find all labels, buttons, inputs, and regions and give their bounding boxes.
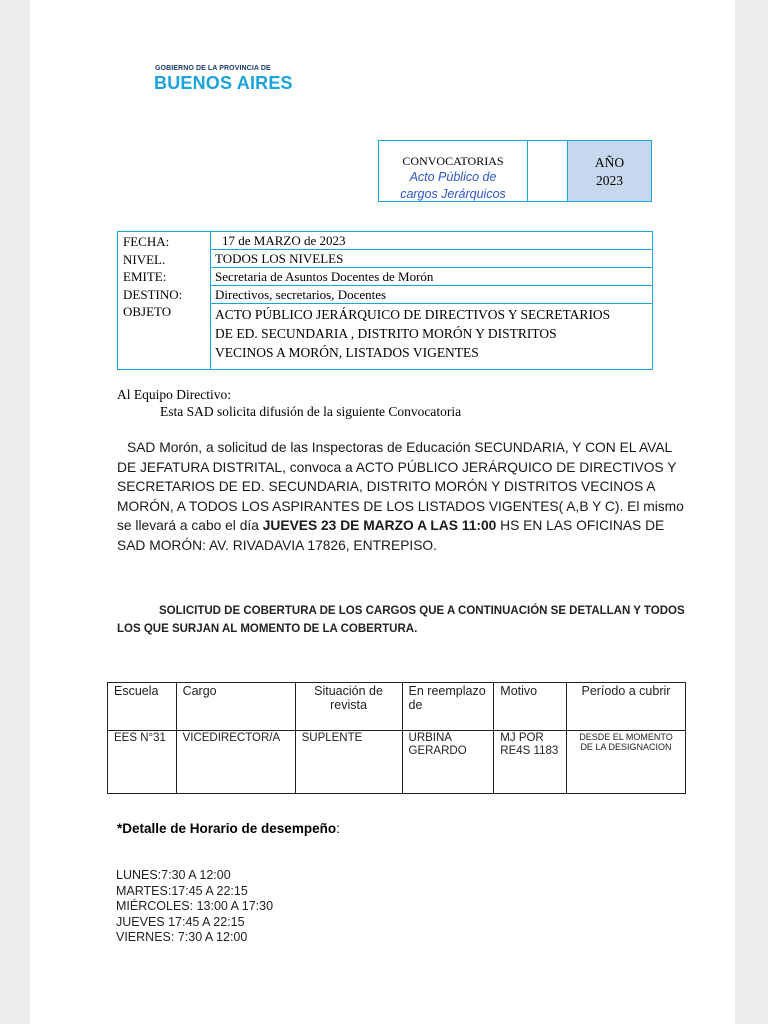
fecha-value: 17 de MARZO de 2023 [222,233,346,248]
schedule-item: VIERNES: 7:30 A 12:00 [116,930,248,944]
convocatoria-subtitle-2: cargos Jerárquicos [400,187,506,201]
request-heading: SOLICITUD DE COBERTURA DE LOS CARGOS QUE A CONTINUACIÓN SE DETALLAN Y TODOS LOS QUE SURJAN AL MOMENTO DE LA COBERTURA. [117,605,685,635]
year-cell [568,141,651,201]
info-divider [210,232,211,369]
header-reemplazo: En reemplazo de [402,683,494,731]
label-objeto: OBJETO [123,304,172,319]
greeting-line: Esta SAD solicita difusión de la siguiente Convocatoria [160,404,462,419]
cell-reemplazo: URBINA GERARDO [402,731,494,794]
objeto-value [215,305,645,362]
cell-periodo: DESDE EL MOMENTO DE LA DESIGNACION [566,731,685,794]
schedule-item: LUNES:7:30 A 12:00 [116,868,231,882]
header-motivo: Motivo [494,683,567,731]
header-cargo: Cargo [176,683,295,731]
document-page [30,0,735,1024]
year-value: 2023 [596,173,623,188]
label-nivel: NIVEL. [123,251,166,267]
info-row-divider [210,303,652,304]
logo-top-text: GOBIERNO DE LA PROVINCIA DE [155,65,271,72]
cell-motivo: MJ POR RE4S 1183 [494,731,567,794]
schedule-item: MIÉRCOLES: 13:00 A 17:30 [116,899,274,913]
info-box [117,231,653,370]
coverage-table [107,682,686,794]
schedule-title-colon: : [336,821,340,836]
header-situacion: Situación de revista [295,683,402,731]
label-fecha: FECHA: [123,234,170,249]
objeto-line: DE ED. SECUNDARIA , DISTRITO MORÓN Y DISTRITOS [215,326,557,341]
cell-situacion: SUPLENTE [295,731,402,794]
year-label: AÑO [594,155,625,170]
convocatoria-divider [527,141,528,201]
schedule-item: MARTES:17:45 A 22:15 [116,883,248,898]
header-periodo: Período a cubrir [566,683,685,731]
convocatoria-title: CONVOCATORIAS [402,154,504,168]
info-row-divider [210,249,652,250]
body-bold-date: JUEVES 23 DE MARZO A LAS 11:00 [262,518,497,533]
schedule-title-text: *Detalle de Horario de desempeño [117,821,337,836]
cell-cargo: VICEDIRECTOR/A [176,731,295,794]
schedule-list [116,868,273,946]
convocatoria-cell [379,141,527,201]
schedule-title [117,821,340,836]
header-escuela: Escuela [108,683,177,731]
destino-value: Directivos, secretarios, Docentes [215,287,387,302]
emite-value: Secretaria de Asuntos Docentes de Morón [215,269,434,284]
body-paragraph [117,438,687,555]
convocatoria-subtitle-1: Acto Público de [409,170,497,184]
logo-main-text: BUENOS AIRES [154,73,293,93]
table-header-row [108,683,686,731]
info-labels [123,233,182,321]
objeto-line: VECINOS A MORÓN, LISTADOS VIGENTES [215,345,479,360]
label-emite: EMITE: [123,269,167,284]
schedule-item: JUEVES 17:45 A 22:15 [116,914,245,929]
cell-escuela: EES N°31 [108,731,177,794]
table-row [108,731,686,794]
convocatoria-box [378,140,652,202]
objeto-line: ACTO PÚBLICO JERÁRQUICO DE DIRECTIVOS Y SECRETARIOS [215,307,611,322]
nivel-value: TODOS LOS NIVELES [215,251,344,266]
body-text: HS EN LAS OFICINAS DE SAD MORÓN: AV. RIVADAVIA 17826, ENTREPISO. [117,518,665,553]
greeting-line: Al Equipo Directivo: [117,387,231,402]
info-row-divider [210,285,652,286]
body-text: SAD Morón, a solicitud de las Inspectoras de Educación SECUNDARIA, Y CON EL AVAL DE JEFATURA DISTRITAL, convoca a ACTO PÚBLICO JERÁRQUICO DE DIRECTIVOS Y SECRETARIOS DE ED. SECUNDARIA, DISTRITO MORÓN Y DISTRITOS VECINOS A MORÓN, A TODOS LOS ASPIRANTES DE LOS LISTADOS VIGENTES( A,B Y C). El mismo se llevará a cabo el día [117,440,684,533]
label-destino: DESTINO: [123,286,183,302]
info-row-divider [210,267,652,268]
